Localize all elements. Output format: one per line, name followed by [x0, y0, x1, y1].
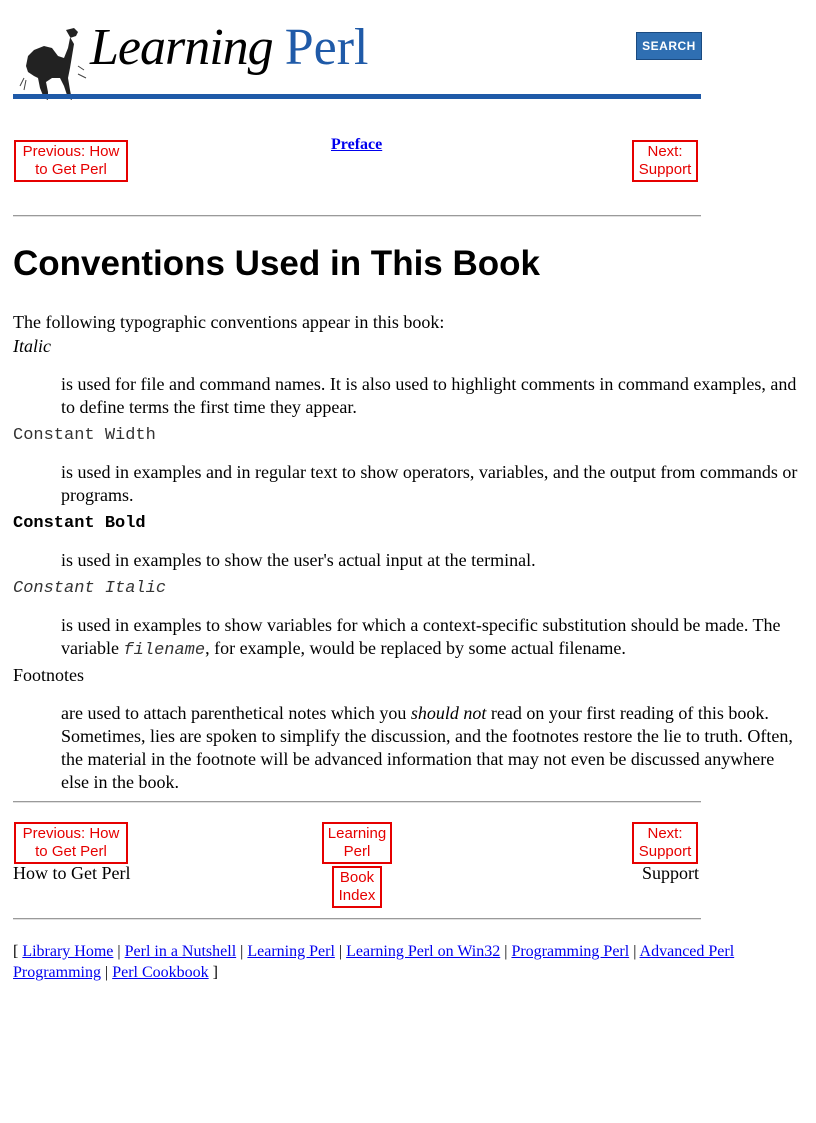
next-link-bottom[interactable]: Next: Support: [632, 822, 698, 864]
previous-caption: How to Get Perl: [13, 863, 131, 883]
footer-separator: |: [240, 943, 244, 960]
footer-link-learning-perl[interactable]: Learning Perl: [247, 943, 335, 960]
desc-footnotes-text-2: read on your first reading of this book. Sometimes, lies are spoken to simplify the discussion, and the footnotes restore the lie to truth. Often, the material in the footnote will be advanced information that may not even be discussed anywhere else in the book.: [61, 703, 793, 792]
footer-link-perl-cookbook[interactable]: Perl Cookbook: [112, 964, 209, 981]
filename-code: filename: [123, 641, 206, 660]
term-italic: Italic: [13, 336, 51, 356]
book-index-link[interactable]: Book Index: [332, 866, 382, 908]
divider-top: [13, 215, 701, 217]
footer-separator: |: [105, 964, 109, 981]
learning-perl-home-link[interactable]: Learning Perl: [322, 822, 392, 864]
footer-link-programming-perl[interactable]: Programming Perl: [511, 943, 630, 960]
footer-link-learning-perl-win32[interactable]: Learning Perl on Win32: [346, 943, 501, 960]
term-constant-width: Constant Width: [13, 426, 156, 445]
preface-link[interactable]: [331, 136, 382, 154]
next-link-top[interactable]: Next: Support: [632, 140, 698, 182]
banner-title-perl: Perl: [284, 19, 369, 76]
banner-title-learning: Learning: [90, 19, 273, 76]
footer-bracket-open: [: [13, 943, 19, 960]
library-footer: [13, 941, 803, 983]
desc-footnotes: [61, 702, 806, 794]
term-constant-italic: Constant Italic: [13, 579, 167, 598]
term-footnotes: Footnotes: [13, 665, 85, 685]
desc-constant-bold: is used in examples to show the user's actual input at the terminal.: [61, 550, 536, 570]
should-not-emphasis: should not: [410, 703, 487, 723]
intro-text: The following typographic conventions appear in this book:: [13, 312, 445, 332]
desc-constant-italic-text-1: is used in examples to show variables for which a context-specific substitution should be made. The variable: [61, 615, 781, 658]
preface-link-label: Preface: [331, 136, 383, 153]
page-title: Conventions Used in This Book: [13, 244, 540, 283]
desc-footnotes-text-1: are used to attach parenthetical notes which you: [61, 703, 411, 723]
divider-bottom: [13, 918, 701, 920]
desc-constant-italic-text-2: , for example, would be replaced by some actual filename.: [205, 638, 626, 658]
divider-middle: [13, 801, 701, 803]
previous-link-bottom[interactable]: Previous: How to Get Perl: [14, 822, 128, 864]
search-button[interactable]: SEARCH: [636, 32, 702, 60]
footer-link-library-home[interactable]: Library Home: [22, 943, 114, 960]
camel-logo: [18, 26, 92, 104]
banner-rule: [13, 94, 701, 99]
previous-link-top[interactable]: Previous: How to Get Perl: [14, 140, 128, 182]
footer-link-perl-in-a-nutshell[interactable]: Perl in a Nutshell: [124, 943, 237, 960]
desc-constant-width: is used in examples and in regular text to show operators, variables, and the output from commands or programs.: [61, 462, 798, 505]
desc-italic: is used for file and command names. It is also used to highlight comments in command examples, and to define terms the first time they appear.: [61, 374, 797, 417]
footer-bracket-close: ]: [212, 964, 218, 981]
footer-link-advanced-perl-programming[interactable]: Advanced Perl Programming: [13, 943, 735, 981]
desc-constant-italic: [61, 614, 806, 662]
footer-separator: |: [117, 943, 121, 960]
footer-separator: |: [633, 943, 637, 960]
banner-title[interactable]: [90, 19, 369, 76]
next-caption: Support: [642, 863, 700, 883]
footer-separator: |: [504, 943, 508, 960]
footer-separator: |: [338, 943, 343, 960]
term-constant-bold: Constant Bold: [13, 514, 146, 533]
